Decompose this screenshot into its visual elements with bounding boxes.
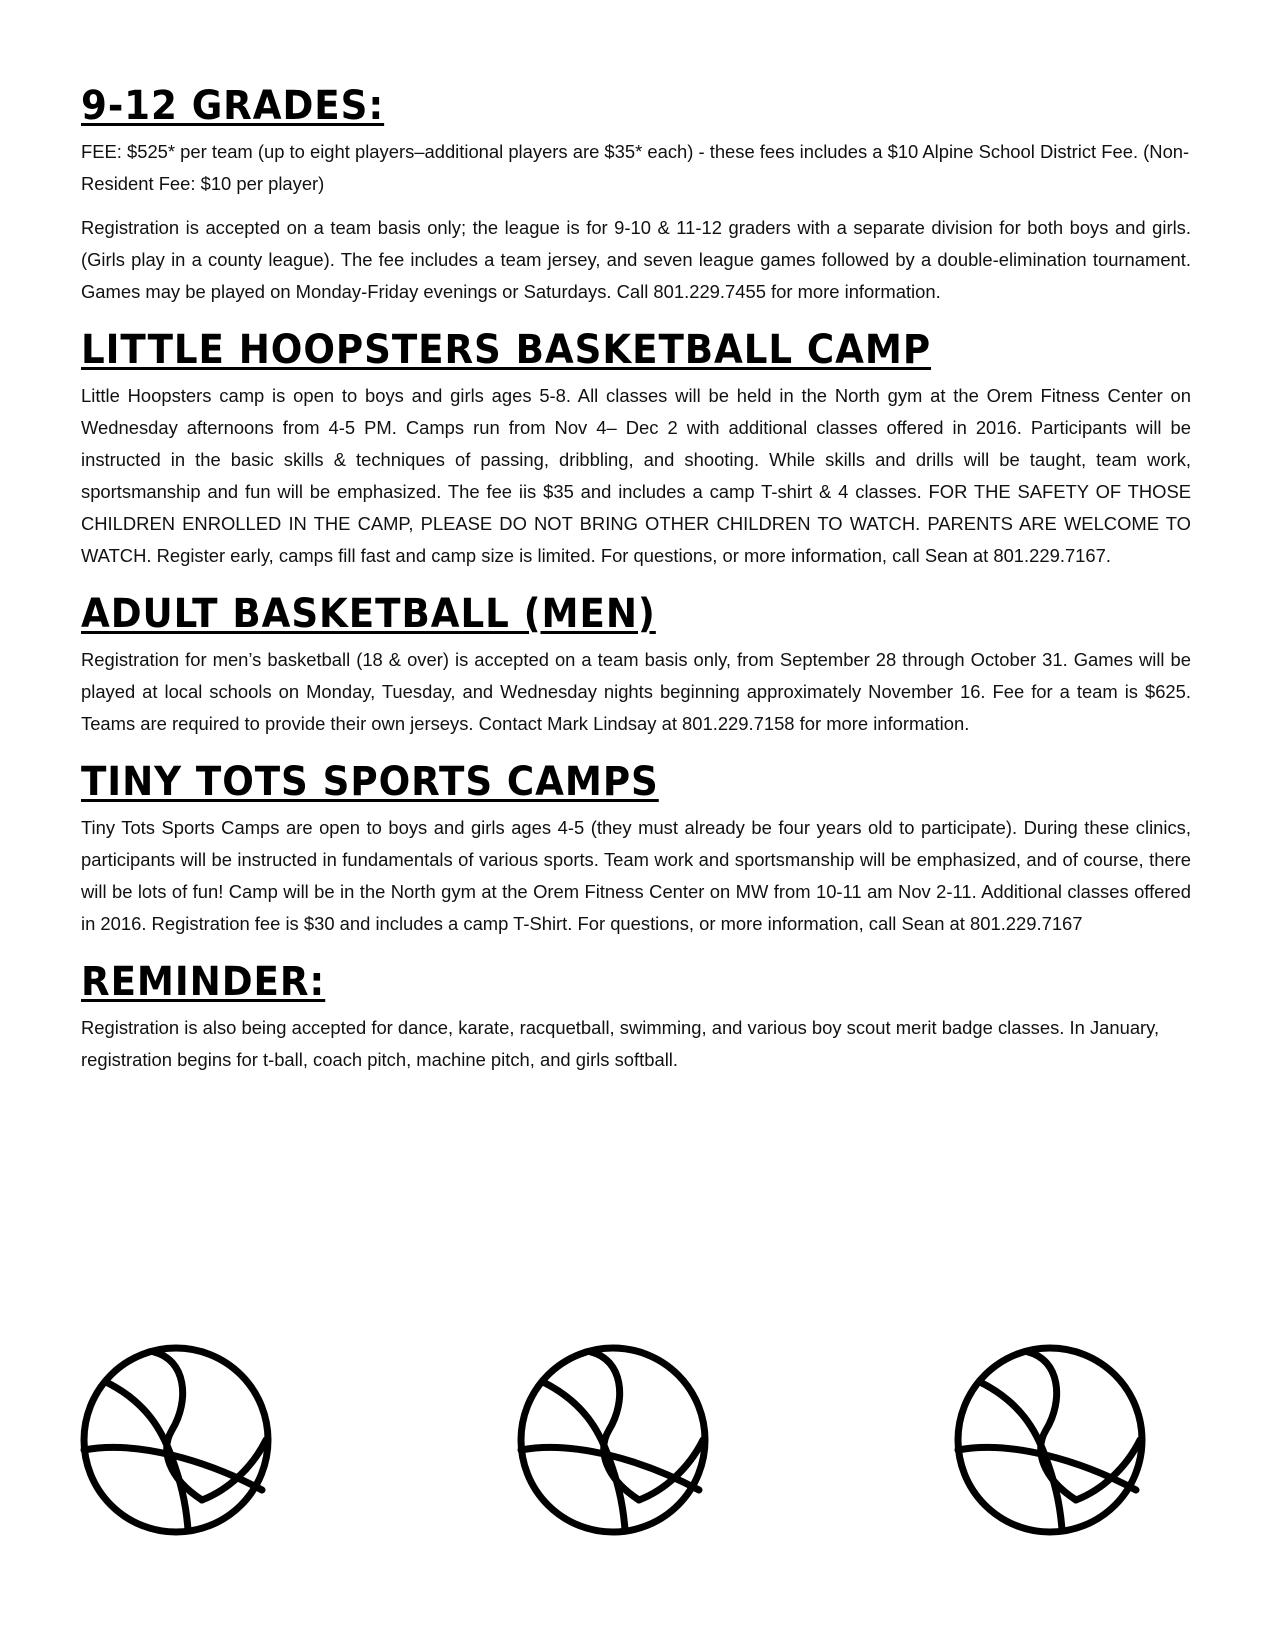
basketball-decoration-row xyxy=(0,1340,1275,1540)
camp-description-paragraph: Little Hoopsters camp is open to boys and girls ages 5-8. All classes will be held in the North gym at the Orem Fitness Center on Wednesday afternoons from 4-5 PM. Camps run from Nov 4– Dec 2 with additional classes offered in 2016. Participants will be instructed in the basic skills & techniques of passing, dribbling, and shooting. While skills and drills will be taught, team work, sportsmanship and fun will be emphasized. The fee iis $35 and includes a camp T-shirt & 4 classes. FOR THE SAFETY OF THOSE CHILDREN ENROLLED IN THE CAMP, PLEASE DO NOT BRING OTHER CHILDREN TO WATCH. PARENTS ARE WELCOME TO WATCH. Register early, camps fill fast and camp size is limited. For questions, or more information, call Sean at 801.229.7167. xyxy=(81,385,1191,566)
section-title: 9-12 GRADES: xyxy=(81,83,385,129)
basketball-icon xyxy=(949,1340,1151,1540)
section-reminder xyxy=(81,958,1191,1076)
section-adult-basketball xyxy=(81,590,1191,740)
registration-paragraph: Registration is accepted on a team basis only; the league is for 9-10 & 11-12 graders with a separate division for both boys and girls. (Girls play in a county league). The fee includes a team jersey, and seven league games followed by a double-elimination tournament. Games may be played on Monday-Friday evenings or Saturdays. Call 801.229.7455 for more information. xyxy=(81,217,1191,302)
basketball-icon xyxy=(512,1340,714,1540)
basketball-icon xyxy=(75,1340,277,1540)
section-title: TINY TOTS SPORTS CAMPS xyxy=(81,759,659,805)
section-grades-9-12 xyxy=(81,82,1191,308)
section-title: REMINDER: xyxy=(81,959,326,1005)
section-title: ADULT BASKETBALL (MEN) xyxy=(81,591,656,637)
tiny-tots-paragraph: Tiny Tots Sports Camps are open to boys and girls ages 4-5 (they must already be four years old to participate). During these clinics, participants will be instructed in fundamentals of various sports. Team work and sportsmanship will be emphasized, and of course, there will be lots of fun! Camp will be in the North gym at the Orem Fitness Center on MW from 10-11 am Nov 2-11. Additional classes offered in 2016. Registration fee is $30 and includes a camp T-Shirt. For questions, or more information, call Sean at 801.229.7167 xyxy=(81,817,1191,934)
reminder-paragraph: Registration is also being accepted for dance, karate, racquetball, swimming, and various boy scout merit badge classes. In January, registration begins for t-ball, coach pitch, machine pitch, and girls softball. xyxy=(81,1017,1160,1070)
flyer-page xyxy=(81,82,1191,1094)
adult-registration-paragraph: Registration for men’s basketball (18 & over) is accepted on a team basis only, from September 28 through October 31. Games will be played at local schools on Monday, Tuesday, and Wednesday nights beginning approximately November 16. Fee for a team is $625. Teams are required to provide their own jerseys. Contact Mark Lindsay at 801.229.7158 for more information. xyxy=(81,649,1191,734)
fee-paragraph: FEE: $525* per team (up to eight players–additional players are $35* each) - these fees includes a $10 Alpine School District Fee. (Non-Resident Fee: $10 per player) xyxy=(81,141,1190,194)
section-tiny-tots xyxy=(81,758,1191,940)
section-little-hoopsters xyxy=(81,326,1191,572)
section-title: LITTLE HOOPSTERS BASKETBALL CAMP xyxy=(81,327,932,373)
